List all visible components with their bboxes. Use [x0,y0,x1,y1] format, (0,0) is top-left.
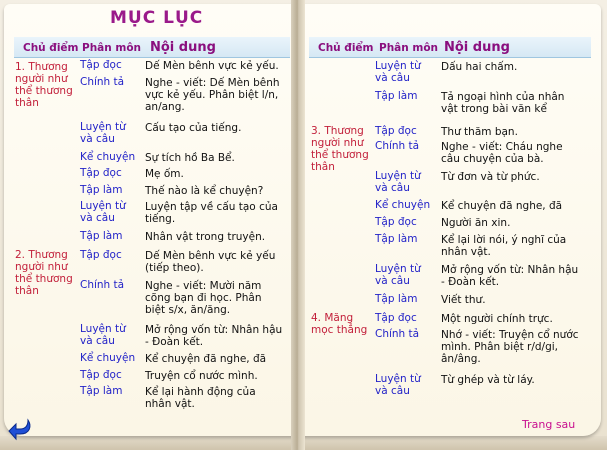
content-line: Dế Mèn bênh vực kẻ yếu. [145,60,279,72]
content-cell[interactable] [145,185,290,197]
content-cell[interactable] [441,313,591,325]
content-line: Một người chính trực. [441,313,553,325]
topic-line: 1. Thương [15,61,68,73]
subject-line: Tập đọc [80,167,122,179]
content-cell[interactable] [441,171,591,183]
content-line: - Đoàn kết. [145,336,204,348]
topic-line: thân [311,161,335,173]
topic-line: 4. Măng [311,312,354,324]
subject-line: và câu [80,335,115,347]
subject-cell[interactable] [375,170,437,194]
content-line: biệt s/x, ăn/ăng. [145,304,231,316]
content-cell[interactable] [441,294,591,306]
topic-cell [15,61,85,109]
topic-line: thể thương [15,273,73,285]
header-phan-mon: Phân môn [379,42,439,54]
content-line: Kể chuyện đã nghe, đã [441,200,563,212]
content-cell[interactable] [145,280,290,316]
content-line: nhân vật. [441,246,491,258]
content-cell[interactable] [145,231,290,243]
topic-line: mọc thẳng [311,324,368,336]
subject-line: Luyện từ [375,170,421,182]
book-spine [291,0,305,450]
subject-line: và câu [375,385,410,397]
content-cell[interactable] [441,217,591,229]
content-line: Nghe - viết: Cháu nghe [441,141,563,153]
content-line: Sự tích hồ Ba Bể. [145,152,235,164]
subject-cell[interactable] [375,140,437,152]
subject-line: Tập làm [80,230,123,242]
subject-line: và câu [80,212,115,224]
subject-line: Luyện từ [375,373,421,385]
topic-cell [311,125,381,173]
topic-line: người như [311,137,364,149]
subject-cell[interactable] [375,60,437,84]
topic-line: 2. Thương [15,249,68,261]
topic-line: thân [15,97,39,109]
subject-cell[interactable] [80,121,142,145]
subject-cell[interactable] [375,125,437,137]
header-chu-diem: Chủ điểm [318,42,374,54]
content-line: Dấu hai chấm. [441,61,518,73]
subject-line: Tập làm [375,90,418,102]
content-line: Tả ngoại hình của nhân [441,91,565,103]
content-line: Kể lại hành động của [145,386,256,398]
content-cell[interactable] [145,201,290,225]
content-line: Thư thăm bạn. [441,126,518,138]
subject-line: Luyện từ [80,323,126,335]
topic-cell [311,312,381,336]
subject-cell[interactable] [375,199,437,211]
content-cell[interactable] [441,200,591,212]
back-arrow-icon[interactable] [8,416,34,442]
topic-line: người như [15,261,68,273]
content-line: (tiếp theo). [145,262,204,274]
content-line: Từ đơn và từ phức. [441,171,540,183]
content-line: Viết thư. [441,294,486,306]
subject-line: Tập làm [375,233,418,245]
subject-line: Tập đọc [80,59,122,71]
content-line: Mẹ ốm. [145,168,184,180]
subject-cell[interactable] [375,328,437,340]
content-line: tiếng. [145,213,176,225]
subject-cell[interactable] [80,249,142,261]
subject-line: Chính tả [375,140,420,152]
header-noi-dung: Nội dung [150,40,216,55]
content-cell[interactable] [145,324,290,348]
subject-line: Kể chuyện [375,199,431,211]
header-noi-dung: Nội dung [444,40,510,55]
content-line: Dế Mèn bênh vực kẻ yếu [145,250,276,262]
subject-line: Chính tả [80,76,125,88]
page-title: MỤC LỤC [110,8,204,28]
subject-cell[interactable] [80,279,142,291]
content-cell[interactable] [441,91,591,115]
subject-cell[interactable] [80,230,142,242]
content-cell[interactable] [145,370,290,382]
content-line: Truyện cổ nước mình. [145,370,258,382]
content-line: câu chuyện của bà. [441,153,544,165]
content-cell[interactable] [441,264,591,288]
subject-cell[interactable] [80,59,142,71]
content-line: nhân vật. [145,398,195,410]
content-cell[interactable] [145,60,290,72]
content-line: ân/âng. [441,353,481,365]
subject-line: Tập làm [80,385,123,397]
subject-cell[interactable] [80,200,142,224]
content-cell[interactable] [145,386,290,410]
content-cell[interactable] [441,374,591,386]
subject-line: Luyện từ [375,263,421,275]
content-line: - Đoàn kết. [441,276,500,288]
content-cell[interactable] [145,122,290,134]
subject-line: và câu [80,133,115,145]
subject-cell[interactable] [80,76,142,88]
topic-line: thể thương [15,85,73,97]
subject-cell[interactable] [80,352,142,364]
subject-line: Luyện từ [375,60,421,72]
content-line: Người ăn xin. [441,217,511,229]
topic-line: thân [15,285,39,297]
content-line: Cấu tạo của tiếng. [145,122,242,134]
subject-cell[interactable] [375,293,437,305]
content-line: an/ang. [145,101,185,113]
topic-line: thể thương [311,149,369,161]
subject-cell[interactable] [375,263,437,287]
subject-cell[interactable] [80,385,142,397]
subject-cell[interactable] [80,323,142,347]
content-line: cõng bạn đi học. Phân [145,292,262,304]
subject-line: Tập đọc [375,312,417,324]
content-line: Mở rộng vốn từ: Nhân hậu [145,324,283,336]
subject-line: Tập đọc [375,125,417,137]
content-cell[interactable] [145,77,290,113]
subject-line: Tập làm [80,184,123,196]
topic-line: 3. Thương [311,125,364,137]
subject-line: Kể chuyện [80,151,136,163]
subject-cell[interactable] [375,216,437,228]
content-line: vật trong bài văn kể [441,103,547,115]
content-line: Nghe - viết: Mười năm [145,280,262,292]
content-line: Nghe - viết: Dế Mèn bênh [145,77,280,89]
content-cell[interactable] [441,126,591,138]
subject-cell[interactable] [375,90,437,102]
subject-line: Tập đọc [80,369,122,381]
content-line: Kể chuyện đã nghe, đã [145,353,267,365]
subject-line: Kể chuyện [80,352,136,364]
subject-cell[interactable] [80,167,142,179]
topic-cell [15,249,85,297]
subject-line: Chính tả [80,279,125,291]
header-chu-diem: Chủ điểm [23,42,79,54]
content-line: Nhớ - viết: Truyện cổ nước [441,329,579,341]
subject-line: và câu [375,182,410,194]
content-line: Mở rộng vốn từ: Nhân hậu [441,264,579,276]
content-cell[interactable] [145,168,290,180]
content-line: Thế nào là kể chuyện? [145,185,264,197]
content-line: Từ ghép và từ láy. [441,374,535,386]
next-page-link[interactable]: Trang sau [522,418,576,431]
content-cell[interactable] [441,234,591,258]
content-line: Nhân vật trong truyện. [145,231,266,243]
subject-cell[interactable] [375,373,437,397]
content-cell[interactable] [145,353,290,365]
subject-line: Tập đọc [375,216,417,228]
subject-line: Luyện từ [80,121,126,133]
subject-line: và câu [375,275,410,287]
content-cell[interactable] [145,152,290,164]
right-table-header [309,37,591,58]
left-table-header [14,37,290,58]
content-cell[interactable] [441,61,591,73]
content-cell[interactable] [441,141,591,165]
subject-line: Tập làm [375,293,418,305]
content-line: Luyện tập về cấu tạo của [145,201,278,213]
subject-cell[interactable] [80,184,142,196]
subject-line: Tập đọc [80,249,122,261]
subject-line: và câu [375,72,410,84]
subject-cell[interactable] [375,233,437,245]
content-line: vực kẻ yếu. Phân biệt l/n, [145,89,279,101]
subject-line: Luyện từ [80,200,126,212]
content-line: Kể lại lời nói, ý nghĩ của [441,234,567,246]
subject-line: Chính tả [375,328,420,340]
subject-cell[interactable] [80,151,142,163]
header-phan-mon: Phân môn [82,42,142,54]
content-cell[interactable] [441,329,591,365]
subject-cell[interactable] [80,369,142,381]
subject-cell[interactable] [375,312,437,324]
content-cell[interactable] [145,250,290,274]
topic-line: người như [15,73,68,85]
content-line: mình. Phân biệt r/d/gi, [441,341,559,353]
